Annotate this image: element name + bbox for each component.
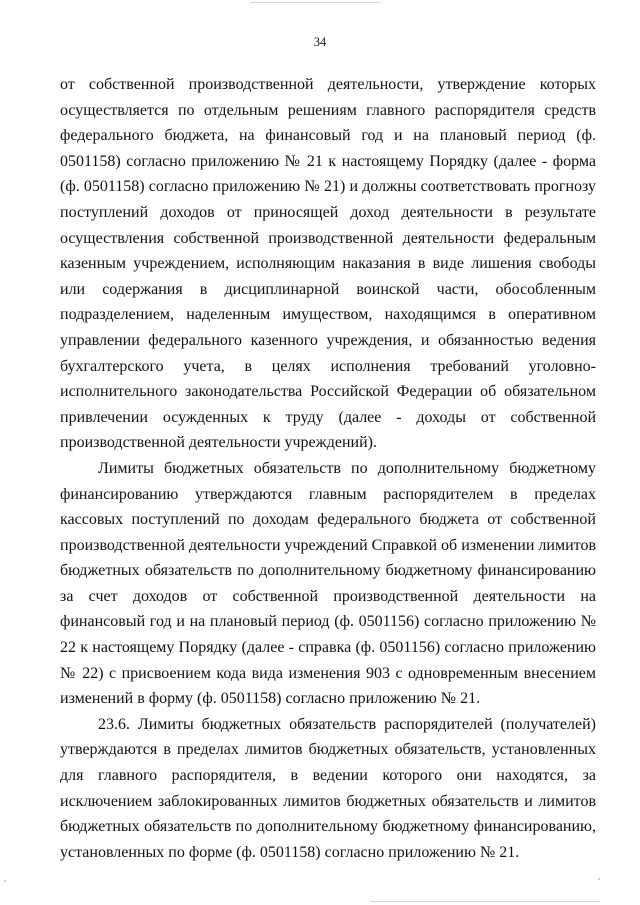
document-body: [60, 72, 596, 865]
scan-artifact-bottom-line: [370, 901, 600, 902]
scan-artifact-dot: [598, 878, 600, 880]
scan-artifact-dot: [4, 880, 6, 882]
scan-artifact-top-line: [250, 2, 380, 3]
paragraph-limits-additional-financing: Лимиты бюджетных обязательств по дополнительному бюджетному финансированию утверждаются главным распорядителем в пределах кассовых поступлений по доходам федерального бюджета от собственной производственной деятельности учреждений Справкой об изменении лимитов бюджетных обязательств по дополнительному бюджетному финансированию за счет доходов от собственной производственной деятельности на финансовый год и на плановый период (ф. 0501156) согласно приложению № 22 к настоящему Порядку (далее - справка (ф. 0501156) согласно приложению № 22) с присвоением кода вида изменения 903 с одновременным внесением изменений в форму (ф. 0501158) согласно приложению № 21.: [60, 459, 596, 708]
paragraph-23-6: 23.6. Лимиты бюджетных обязательств распорядителей (получателей) утверждаются в пределах лимитов бюджетных обязательств, установленных для главного распорядителя, в ведении которого они находятся, за исключением заблокированных лимитов бюджетных обязательств и лимитов бюджетных обязательств по дополнительному бюджетному финансированию, установленных по форме (ф. 0501158) согласно приложению № 21.: [60, 715, 596, 861]
paragraph-continuation: от собственной производственной деятельности, утверждение которых осуществляется по отдельным решениям главного распорядителя средств федерального бюджета, на финансовый год и на плановый период (ф. 0501158) согласно приложению № 21 к настоящему Порядку (далее - форма (ф. 0501158) согласно приложению № 21) и должны соответствовать прогнозу поступлений доходов от приносящей доход деятельности в результате осуществления собственной производственной деятельности федеральным казенным учреждением, исполняющим наказания в виде лишения свободы или содержания в дисциплинарной воинской части, обособленным подразделением, наделенным имуществом, находящимся в оперативном управлении федерального казенного учреждения, и обязанностью ведения бухгалтерского учета, в целях исполнения требований уголовно-исполнительного законодательства Российской Федерации об обязательном привлечении осужденных к труду (далее - доходы от собственной производственной деятельности учреждений).: [60, 76, 596, 452]
page-number: 34: [313, 35, 327, 49]
